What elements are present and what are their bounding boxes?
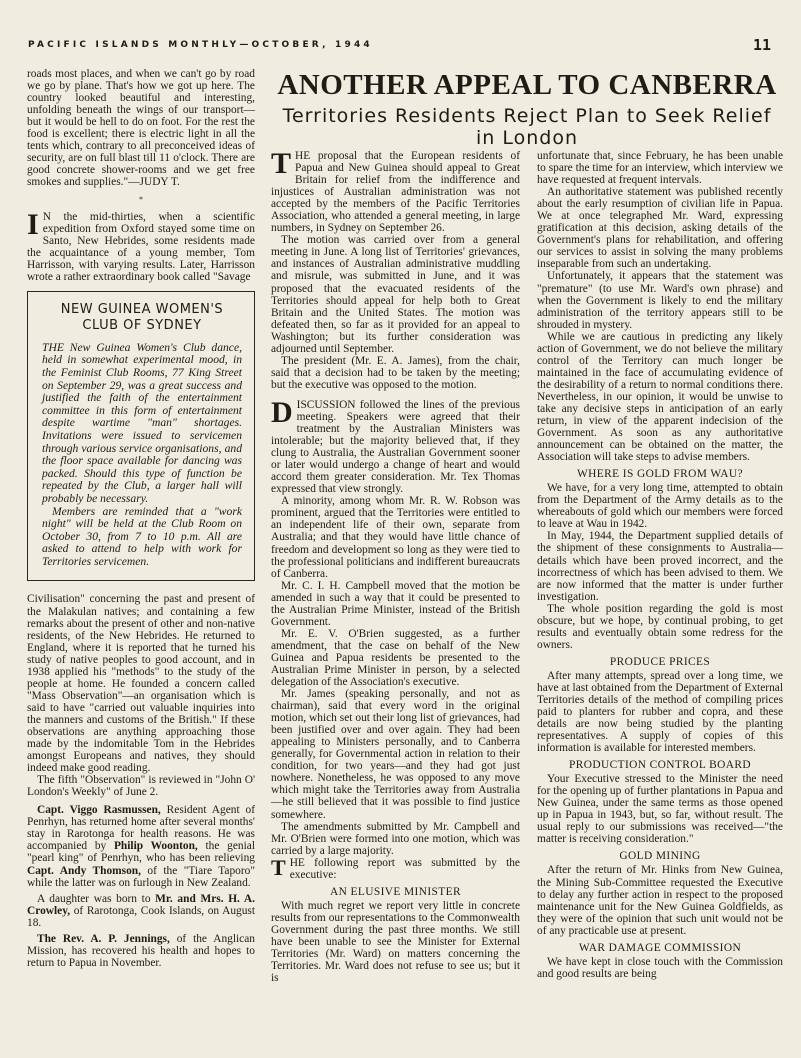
paragraph: The whole position regarding the gold is most obscure, but we hope, by continual probing, to get results and eventually obtain some redress for the owners.	[537, 602, 783, 651]
column-middle	[271, 147, 520, 985]
paragraph: While we are cautious in predicting any likely action of Government, we do not believe the military control of the Territory can much longer be maintained in the face of accumulating evidence of the desirability of a return to normal conditions there. Nevertheless, in our opinion, it would be unwise to take any decisive steps in anticipation of an early return, in view of the apparent indecision of the Government. As soon as any authoritative announcement can be obtained on the matter, the Association will take steps to advise members.	[537, 330, 783, 464]
paragraph-rasmussen: Capt. Viggo Rasmussen, Resident Agent of Penrhyn, has returned home after several months' stay in Rarotonga for health reasons. He was accompanied by Philip Woonton, the genial "pearl king" of Penrhyn, who has been relieving Capt. Andy Thomson, of the "Tiare Taporo" while the latter was on furlough in New Zealand.	[27, 804, 255, 889]
paragraph: Mr. C. I. H. Campbell moved that the motion be amended in such a way that it could be presented to the Australian Prime Minister, instead of the British Government.	[271, 579, 520, 628]
section-heading: WAR DAMAGE COMMISSION	[578, 941, 742, 954]
paragraph: A minority, among whom Mr. R. W. Robson was prominent, argued that the Territories were entitled to an independent life of their own, separate from Australia; and that they would have little chance of freedom and development so long as they were tied to the professional politicians and indifferent bureaucrats of Canberra.	[271, 495, 520, 580]
club-notice-box	[27, 291, 255, 582]
paragraph-intro: roads most places, and when we can't go by road we go by plane. That's how we got up here. The country looked beautiful and interesting, unfolding beneath the wings of our transport—but it would be hell to do on foot. For the rest the food is excellent; there is electric light in all the tents which, contrary to all preconceived ideas of security, are on full blast till 11 o'clock. There are good concrete shower-rooms and we get free smokes and supplies."—JUDY T.	[27, 68, 255, 189]
paragraph: Mr. E. V. O'Brien suggested, as a further amendment, that the case on behalf of the New Guinea and Papua residents be presented to the Australian Prime Minister in person, by a selected delegation of the Association's executive.	[271, 627, 520, 689]
club-notice-paragraph: Members are reminded that a "work night" will be held at the Club Room on October 30, from 7 to 10 p.m. All are asked to attend to help with work for Territories servicemen.	[42, 504, 242, 568]
article-headline	[271, 70, 783, 149]
paragraph: The president (Mr. E. A. James), from the chair, said that a decision had to be taken by the meeting; but the executive was opposed to the motion.	[271, 354, 520, 391]
paragraph-santo: I N the mid-thirties, when a scientific expedition from Oxford stayed some time on Santo, New Hebrides, some residents made the acquaintance of a young member, Tom Harrisson, with varying results. Later, Harrisson wrote a rather extraordinary book called "Savage	[27, 207, 255, 283]
paragraph: THE following report was submitted by the executive:	[271, 854, 520, 881]
section-heading: GOLD MINING	[619, 850, 701, 863]
separator-star: *	[139, 195, 143, 205]
club-notice-title: NEW GUINEA WOMEN'S CLUB OF SYDNEY	[60, 301, 224, 333]
paragraph: We have, for a very long time, attempted to obtain from the Department of the Army details as to the whereabouts of gold which our members were forced to leave at Wau in 1942.	[537, 482, 783, 531]
paragraph: After the return of Mr. Hinks from New Guinea, the Mining Sub-Committee requested the Executive to delay any further action in respect to the proposed maintenance unit for the New Guinea Goldfields, as they were of the opinion that such unit would not be of any practicable use at present.	[537, 864, 783, 937]
column-left	[27, 68, 255, 969]
headline-title: ANOTHER APPEAL TO CANBERRA	[277, 69, 777, 101]
column-right	[537, 150, 783, 980]
paragraph-civilisation: Civilisation" concerning the past and present of the Malakulan natives; and containing a few remarks about the present of other and non-native residents, of the New Hebrides. He returned to England, where it is reported that he turned his study of native peoples to good account, and in 1938 applied his "methods" to the study of the people at home. He founded a concern called "Mass Observation"—an organisation which is said to have "carried out valuable inquiries into the manners and customs of the British." If these observations are anything approaching those made by the indomitable Tom in the Hebrides amongst Europeans and natives, they should indeed make good reading.	[27, 593, 255, 775]
running-header	[28, 36, 781, 56]
paragraph: An authoritative statement was published recently about the early resumption of civilian life in Papua. We at once telegraphed Mr. Ward, expressing gratification at this decision, asking details of the Government's plans for rehabilitation, and offering our services to assist in solving the many problems inseparable from such an undertaking.	[537, 186, 783, 271]
paragraph: With much regret we report very little in concrete results from our representations to the Commonwealth Government during the past three months. We still have been unable to see the Minister for External Territories (Mr. Ward) on matters concerning the Territories. Mr. Ward does not refuse to see us; but it is	[271, 899, 520, 985]
drop-cap: I	[27, 207, 39, 241]
section-heading: WHERE IS GOLD FROM WAU?	[577, 468, 743, 481]
page-number: 11	[752, 36, 771, 54]
paragraph-fifth-observation: The fifth "Observation" is reviewed in "John O' London's Weekly" of June 2.	[27, 774, 255, 799]
paragraph: The amendments submitted by Mr. Campbell and Mr. O'Brien were formed into one motion, which was carried by a large majority.	[271, 820, 520, 857]
paragraph-crowley: A daughter was born to Mr. and Mrs. H. A. Crowley, of Rarotonga, Cook Islands, on August 18.	[27, 892, 255, 929]
paragraph: After many attempts, spread over a long time, we have at last obtained from the Department of External Territories details of the method of compiling prices paid to planters for rubber and copra, and these details are now being studied by the planting representatives. A supply of copies of this information is available for interested members.	[537, 669, 783, 755]
club-notice-paragraph: THE New Guinea Women's Club dance, held in somewhat experimental mood, in the Feminist Club Rooms, 77 King Street on September 29, was a great success and justified the faith of the entertainment committee in this form of entertainment despite wartime "man" shortages. Invitations were issued to servicemen through various service organisations, and the floor space available for dancing was packed. Should this type of function be repeated by the Club, a larger hall will probably be necessary.	[42, 340, 242, 505]
paragraph: unfortunate that, since February, he has been unable to spare the time for an interview, which interview we have requested at frequent intervals.	[537, 150, 783, 187]
headline-subtitle: Territories Residents Reject Plan to Seek Relief in London	[282, 105, 772, 149]
paragraph: Unfortunately, it appears that the statement was "premature" (to use Mr. Ward's own phrase) and when the Government is likely to end the military administration of the territory appears still to be shrouded in mystery.	[537, 270, 783, 331]
section-heading: PRODUCE PRICES	[609, 655, 711, 668]
section-heading: PRODUCTION CONTROL BOARD	[569, 759, 751, 772]
drop-cap: T	[271, 147, 292, 180]
drop-cap: D	[271, 395, 293, 429]
paragraph: DISCUSSION followed the lines of the previous meeting. Speakers were agreed that their treatment by the Australian Ministers was intolerable; but the majority believed that, if they clung to Australia, the Australian Government sooner or later would undergo a change of heart and would accord them greater consideration. Mr. Tex Thomas expressed that view strongly.	[271, 395, 520, 496]
paragraph: THE proposal that the European residents of Papua and New Guinea should appeal to Great Britain for relief from the indifference and injustices of Australian administration was not accepted by the members of the Pacific Territories Association, who attended a general meeting, in large numbers, in Sydney on September 26.	[271, 147, 520, 235]
paragraph: In May, 1944, the Department supplied details of the shipment of these consignments to Australia—details which have been proved incorrect, and the incorrectness of which has been advised to them. We are now informed that the matter is under further investigation.	[537, 530, 783, 603]
paragraph: We have kept in close touch with the Commission and good results are being	[537, 955, 783, 980]
running-header-title: PACIFIC ISLANDS MONTHLY—OCTOBER, 1944	[28, 40, 373, 50]
paragraph-jennings: The Rev. A. P. Jennings, of the Anglican Mission, has recovered his health and hopes to return to Papua in November.	[27, 932, 255, 969]
drop-cap: T	[271, 854, 286, 880]
paragraph: Mr. James (speaking personally, and not as chairman), said that every word in the original motion, which set out their long list of grievances, had been justified over and over again. They had been appealing to Ministers personally, and to Canberra generally, for Governmental action in relation to their condition, for two years—and they had got just nowhere. Nonetheless, he was opposed to any move which might take the Territories away from Australia—he still believed that it was possible to find justice somewhere.	[271, 688, 520, 821]
section-heading: AN ELUSIVE MINISTER	[330, 885, 461, 898]
paragraph: Your Executive stressed to the Minister the need for the opening up of further plantations in Papua and New Guinea, under the same terms as those opened up in Papua in 1943, but, so far, without result. The usual reply to our submissions was received—"the matter is receiving consideration."	[537, 773, 783, 846]
paragraph: The motion was carried over from a general meeting in June. A long list of Territories' grievances, and instances of Australian administrative muddling and misrule, was submitted in June, and it was proposed that the evacuated residents of the Territories should appeal for help both to Great Britain and the United States. The motion was defeated then, so far as it provided for an appeal to Washington; but its further consideration was adjourned until September.	[271, 234, 520, 355]
